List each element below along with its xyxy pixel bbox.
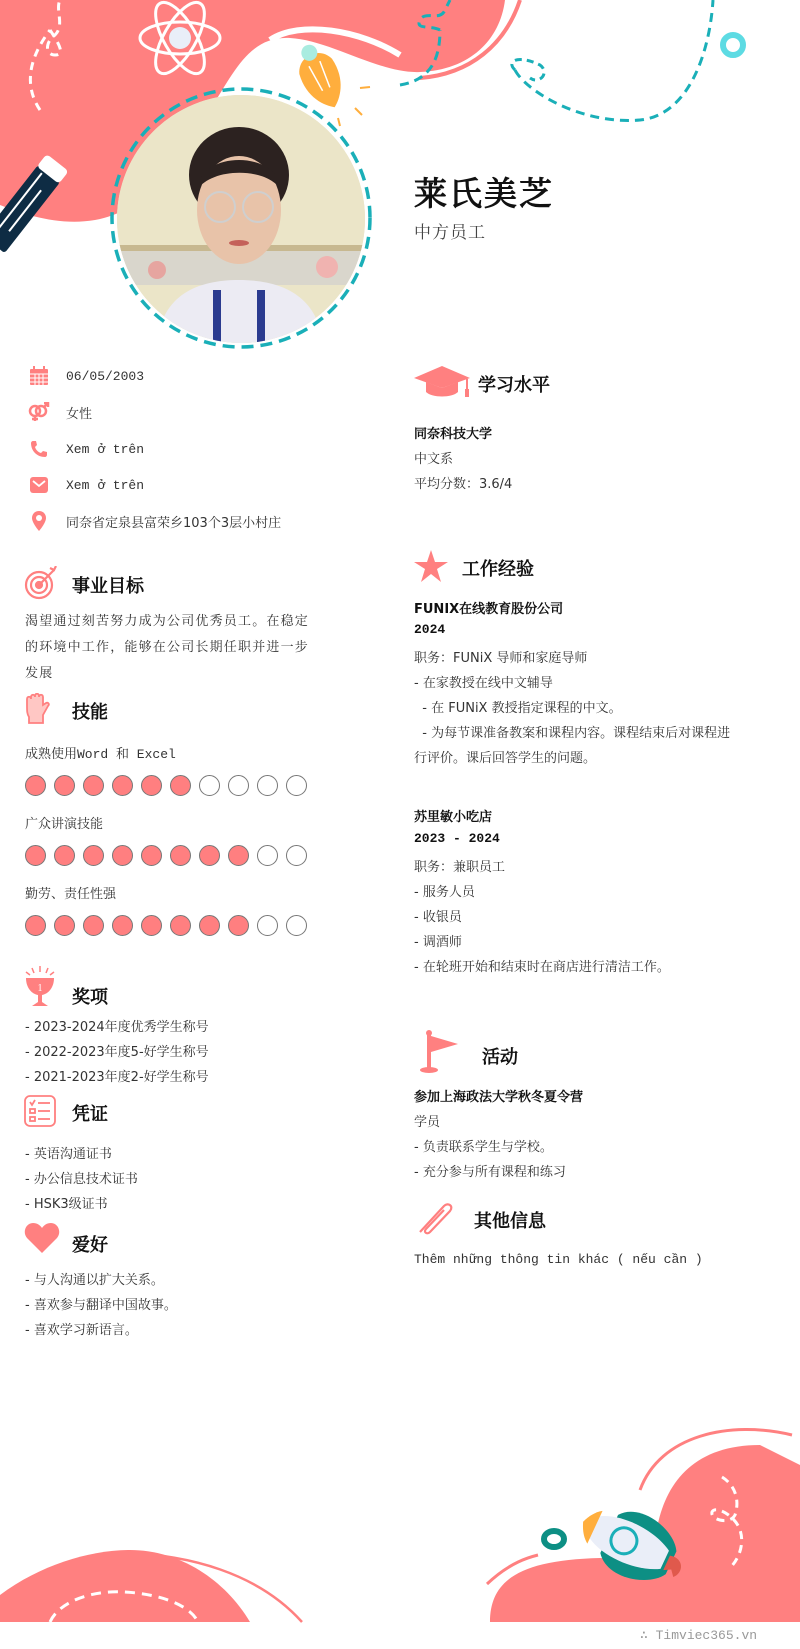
section-certificates-header: 凭证 <box>24 1095 108 1131</box>
certificate-item: - 办公信息技术证书 <box>25 1172 138 1187</box>
job-duty: - 为每节课准备教案和课程内容。课程结束后对课程进 <box>414 726 731 741</box>
section-awards-header: 1 奖项 <box>24 966 108 1014</box>
rating-dot-filled <box>83 845 104 866</box>
header-decoration <box>0 0 800 360</box>
location-icon <box>28 510 50 532</box>
job-duty: - 调酒师 <box>414 935 462 950</box>
candidate-position: 中方员工 <box>414 223 486 243</box>
hobby-item: - 喜欢学习新语言。 <box>25 1323 138 1338</box>
rating-dot-empty <box>286 845 307 866</box>
job-period: 2023 - 2024 <box>414 831 500 846</box>
flag-icon <box>420 1030 482 1078</box>
graduation-cap-icon <box>414 366 478 402</box>
contact-phone: Xem ở trên <box>28 437 144 461</box>
job-company: FUNIX在线教育股份公司 <box>414 602 564 617</box>
award-item: - 2022-2023年度5-好学生称号 <box>25 1045 209 1060</box>
objective-text: 渴望通过刻苦努力成为公司优秀员工。在稳定的环境中工作，能够在公司长期任职并进一步发展 <box>25 614 310 681</box>
job-period: 2024 <box>414 622 446 637</box>
job-duty: - 在轮班开始和结束时在商店进行清洁工作。 <box>414 960 670 975</box>
trophy-icon <box>24 966 72 1014</box>
rating-dot-empty <box>257 915 278 936</box>
skill-rating <box>25 775 307 796</box>
rating-dot-filled <box>112 915 133 936</box>
job-duty: - 服务人员 <box>414 885 475 900</box>
education-school: 同奈科技大学 <box>414 427 493 442</box>
section-hobbies-header: 爱好 <box>24 1222 108 1258</box>
star-icon <box>414 550 462 586</box>
email-icon <box>28 474 50 496</box>
skill-name: 广众讲演技能 <box>25 817 104 832</box>
paperclip-icon <box>416 1198 474 1242</box>
contact-email: Xem ở trên <box>28 473 144 497</box>
rating-dot-filled <box>141 845 162 866</box>
profile-photo <box>117 95 365 343</box>
activity-duty: - 负责联系学生与学校。 <box>414 1140 553 1155</box>
certificate-item: - HSK3级证书 <box>25 1197 108 1212</box>
hobby-item: - 与人沟通以扩大关系。 <box>25 1273 164 1288</box>
contact-gender: 女性 <box>28 400 92 424</box>
calendar-icon <box>28 365 50 387</box>
certificate-item: - 英语沟通证书 <box>25 1147 112 1162</box>
skill-rating <box>25 915 307 936</box>
watermark: ∴ Timviec365.vn <box>640 1628 758 1643</box>
skill-name: 成熟使用Word 和 Excel <box>25 747 176 762</box>
rating-dot-filled <box>141 915 162 936</box>
other-info-text: Thêm những thông tin khác ( nếu cần ) <box>414 1252 703 1267</box>
rating-dot-empty <box>257 845 278 866</box>
rating-dot-filled <box>54 775 75 796</box>
rating-dot-empty <box>286 775 307 796</box>
rating-dot-filled <box>199 915 220 936</box>
rating-dot-empty <box>286 915 307 936</box>
rating-dot-filled <box>83 775 104 796</box>
skill-rating <box>25 845 307 866</box>
rating-dot-filled <box>141 775 162 796</box>
job-role: 职务：兼职员工 <box>414 860 506 875</box>
hobby-item: - 喜欢参与翻译中国故事。 <box>25 1298 177 1313</box>
checklist-icon <box>24 1095 72 1131</box>
contact-birthdate: 06/05/2003 <box>28 364 144 388</box>
rating-dot-filled <box>228 845 249 866</box>
job-duty: - 在 FUNiX 教授指定课程的中文。 <box>414 701 622 716</box>
activity-name: 参加上海政法大学秋冬夏令营 <box>414 1090 584 1105</box>
hand-icon <box>24 693 72 729</box>
contact-address: 同奈省定泉县富荣乡103个3层小村庄 <box>28 509 281 533</box>
section-activities-header: 活动 <box>420 1030 518 1078</box>
rating-dot-filled <box>25 775 46 796</box>
rating-dot-filled <box>170 775 191 796</box>
portrait-placeholder-icon <box>117 95 365 343</box>
heart-icon <box>24 1222 72 1258</box>
rating-dot-empty <box>199 775 220 796</box>
job-duty: - 收银员 <box>414 910 462 925</box>
education-major: 中文系 <box>414 452 454 467</box>
section-objective-header: 事业目标 <box>24 566 144 604</box>
skill-name: 勤劳、责任性强 <box>25 887 117 902</box>
section-other-header: 其他信息 <box>416 1198 546 1242</box>
candidate-name: 莱氏美芝 <box>414 174 554 213</box>
rating-dot-filled <box>170 915 191 936</box>
rating-dot-filled <box>112 775 133 796</box>
phone-icon <box>28 438 50 460</box>
job-role: 职务：FUNiX 导师和家庭导师 <box>414 651 588 666</box>
section-experience-header: 工作经验 <box>414 550 534 586</box>
rating-dot-filled <box>54 845 75 866</box>
rating-dot-filled <box>25 845 46 866</box>
rating-dot-filled <box>228 915 249 936</box>
job-duty: 行评价。课后回答学生的问题。 <box>414 751 597 766</box>
rating-dot-empty <box>228 775 249 796</box>
activity-duty: - 充分参与所有课程和练习 <box>414 1165 566 1180</box>
target-icon <box>24 566 72 604</box>
rating-dot-filled <box>54 915 75 936</box>
section-skills-header: 技能 <box>24 693 108 729</box>
rating-dot-filled <box>199 845 220 866</box>
rating-dot-empty <box>257 775 278 796</box>
rating-dot-filled <box>83 915 104 936</box>
section-education-header: 学习水平 <box>414 366 550 402</box>
award-item: - 2023-2024年度优秀学生称号 <box>25 1020 209 1035</box>
rating-dot-filled <box>112 845 133 866</box>
rating-dot-filled <box>25 915 46 936</box>
rating-dot-filled <box>170 845 191 866</box>
gender-icon <box>28 401 50 423</box>
education-gpa: 平均分数：3.6/4 <box>414 477 513 492</box>
job-duty: - 在家教授在线中文辅导 <box>414 676 553 691</box>
award-item: - 2021-2023年度2-好学生称号 <box>25 1070 209 1085</box>
svg-text:1: 1 <box>37 983 43 994</box>
job-company: 苏里敏小吃店 <box>414 810 493 825</box>
activity-role: 学员 <box>414 1115 441 1130</box>
